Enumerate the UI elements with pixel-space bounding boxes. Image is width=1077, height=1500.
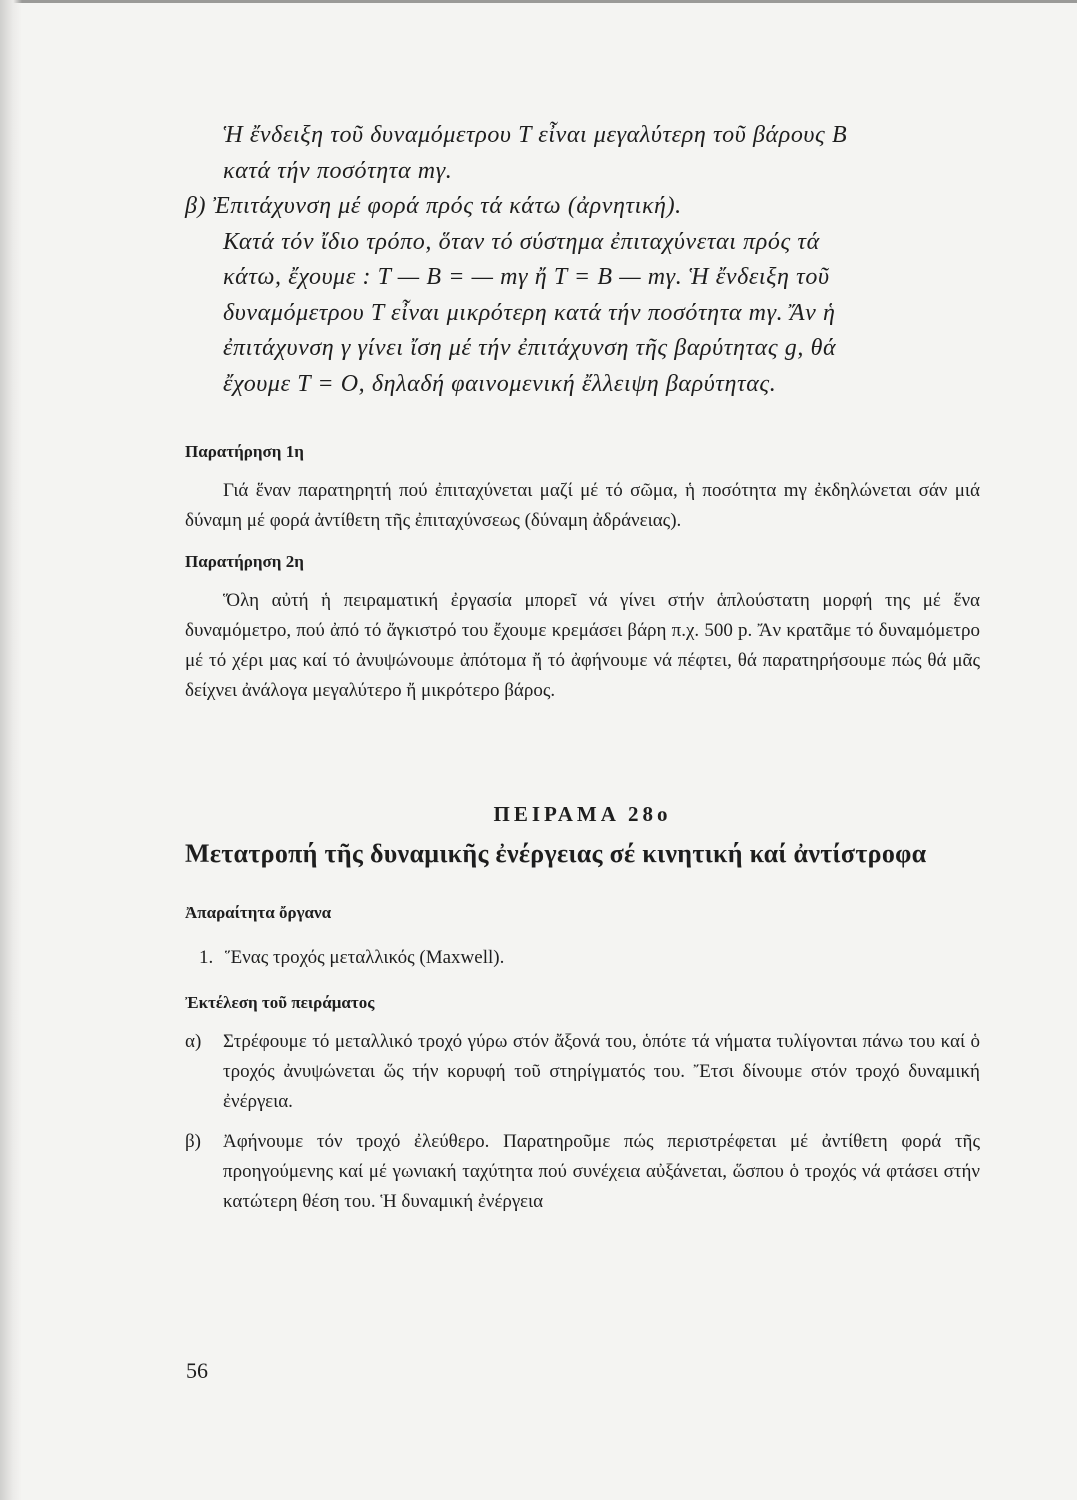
- italic-line: Ἡ ἔνδειξη τοῦ δυναμόμετρου T εἶναι μεγαλύτερη τοῦ βάρους B: [223, 122, 848, 148]
- italic-line: ἐπιτάχυνση γ γίνει ἴση μέ τήν ἐπιτάχυνση τῆς βαρύτητας g, θά: [223, 335, 837, 361]
- page-number: 56: [186, 1358, 208, 1383]
- note2-text: Ὅλη αὐτή ἡ πειραματική ἐργασία μπορεῖ νά γίνει στήν ἁπλούστατη μορφή της μέ ἕνα δυναμόμετρο, πού ἀπό τό ἄγκιστρό του ἔχουμε κρεμάσει βάρη π.χ. 500 p. Ἄν κρατᾶμε τό δυναμόμετρο μέ τό χέρι μας καί τό ἀνυψώνουμε ἀπότομα ἤ τό ἀφήνουμε νά πέφτει, θά παρατηρήσουμε πώς θά μᾶς δείχνει ἀνάλογα μεγαλύτερο ἤ μικρότερο βάρος.: [185, 590, 980, 701]
- procedure-step: [185, 1027, 980, 1117]
- note1-heading: Παρατήρηση 1η: [185, 442, 304, 461]
- step-label: β): [185, 1131, 201, 1152]
- binding-shadow: [0, 0, 22, 1500]
- experiment-subtitle: Μετατροπή τῆς δυναμικῆς ἐνέργειας σέ κινητική καί ἀντίστροφα: [185, 839, 927, 868]
- equipment-number: 1.: [199, 947, 214, 968]
- italic-formula-block: [185, 118, 980, 402]
- italic-line: ἔχουμε T = O, δηλαδή φαινομενική ἔλλειψη βαρύτητας.: [223, 370, 777, 397]
- note2-heading: Παρατήρηση 2η: [185, 552, 304, 571]
- italic-line: κάτω, ἔχουμε : T — B = — mγ ἤ T = B — mγ. Ἡ ἔνδειξη τοῦ: [223, 264, 830, 290]
- experiment-title: ΠΕΙΡΑΜΑ 28ο: [493, 802, 672, 826]
- note1-text: Γιά ἕναν παρατηρητή πού ἐπιταχύνεται μαζί μέ τό σῶμα, ἡ ποσότητα mγ ἐκδηλώνεται σάν μιά δύναμη μέ φορά ἀντίθετη τῆς ἐπιταχύνσεως (δύναμη ἀδράνειας).: [185, 480, 980, 531]
- italic-line: β) Ἐπιτάχυνση μέ φορά πρός τά κάτω (ἀρνητική).: [185, 193, 682, 219]
- italic-line: κατά τήν ποσότητα mγ.: [223, 157, 453, 184]
- step-text: Ἀφήνουμε τόν τροχό ἐλεύθερο. Παρατηροῦμε πώς περιστρέφεται μέ ἀντίθετη φορά τῆς προηγούμενης καί μέ γωνιακή ταχύτητα πού συνέχεια αὐξάνεται, ὥσπου ὁ τροχός νά φτάσει στήν κατώτερη θέση του. Ἡ δυναμική ἐνέργεια: [223, 1131, 980, 1212]
- equipment-heading: Ἀπαραίτητα ὄργανα: [185, 903, 332, 922]
- equipment-item: [185, 943, 980, 973]
- procedure-heading: Ἐκτέλεση τοῦ πειράματος: [185, 993, 375, 1012]
- procedure-step: [185, 1127, 980, 1217]
- italic-line: δυναμόμετρου T εἶναι μικρότερη κατά τήν ποσότητα mγ. Ἄν ἡ: [223, 299, 836, 326]
- equipment-text: Ἕνας τροχός μεταλλικός (Maxwell).: [225, 947, 505, 968]
- page-content: [185, 118, 980, 1217]
- italic-line: Κατά τόν ἴδιο τρόπο, ὅταν τό σύστημα ἐπιταχύνεται πρός τά: [223, 228, 820, 255]
- step-label: α): [185, 1031, 202, 1052]
- page-top-edge: [0, 0, 1077, 3]
- step-text: Στρέφουμε τό μεταλλικό τροχό γύρω στόν ἄξονά του, ὁπότε τά νήματα τυλίγονται πάνω του καί ὁ τροχός ἀνυψώνεται ὥς τήν κορυφή τοῦ στηρίγματός του. Ἔτσι δίνουμε στόν τροχό δυναμική ἐνέργεια.: [223, 1031, 980, 1112]
